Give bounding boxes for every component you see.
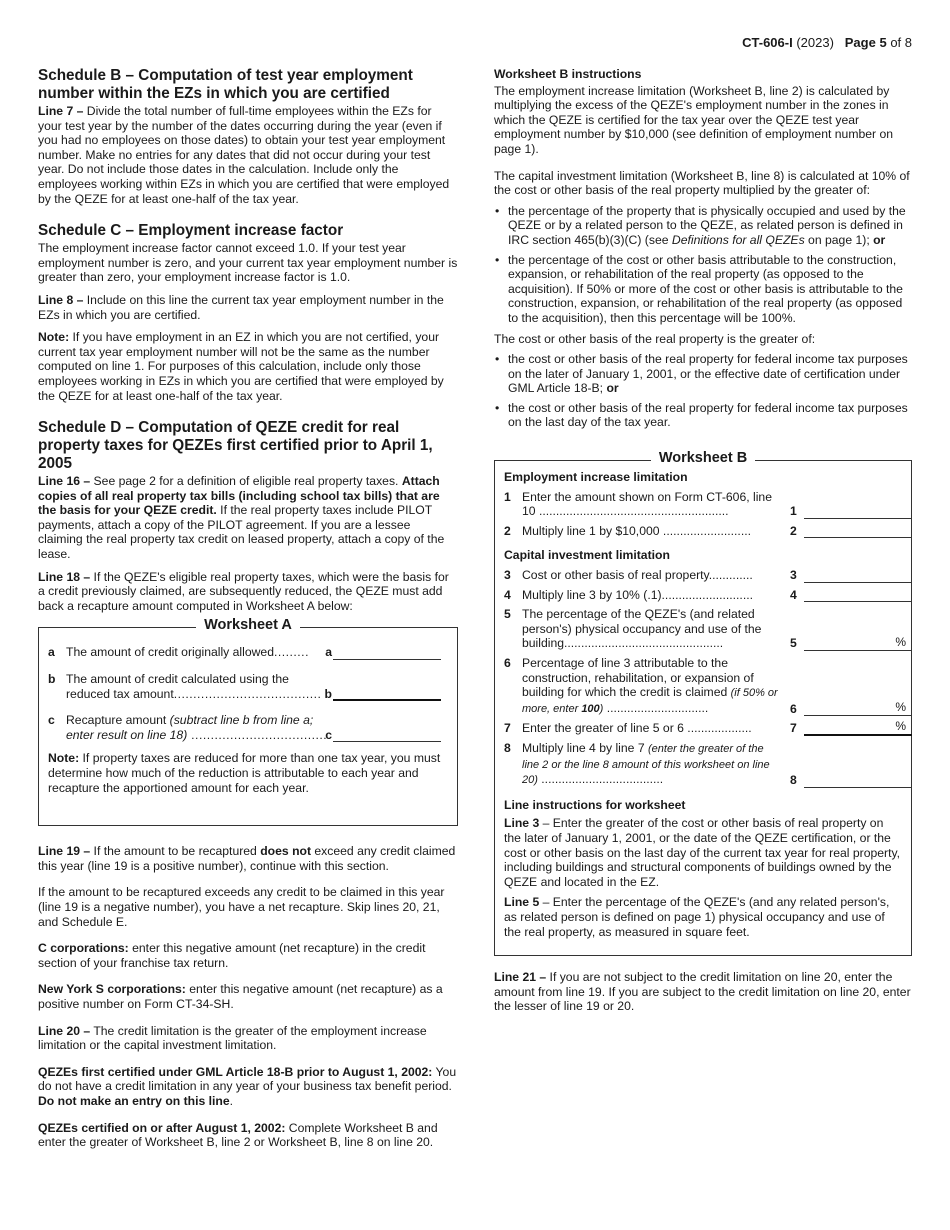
worksheet-b-title: Worksheet B xyxy=(651,450,755,466)
qeze-after-2002-paragraph: QEZEs certified on or after August 1, 2002: Complete Worksheet B and enter the greater of Worksheet B, line 2 or Worksheet B, line 8 on line 20. xyxy=(38,1120,438,1150)
line-3-instruction: Line 3 – Enter the greater of the cost or other basis of real property on the later of January 1, 2001, or the date of the QEZE certification, or the cost or other basis on the last day of the current tax year for real property, including buildings and structural components of buildings owned by the QEZE and located in the EZ. xyxy=(504,816,901,889)
percent-sign: % xyxy=(895,635,906,649)
worksheet-a-field-a[interactable] xyxy=(333,646,441,660)
line-21-paragraph: Line 21 – If you are not subject to the credit limitation on line 20, enter the amount from line 19. If you are subject to the credit limitation on line 20, enter the lesser of line 19 or 20. xyxy=(494,970,911,1014)
worksheet-a-row-a: a The amount of credit originally allowed......... a xyxy=(48,645,449,660)
worksheet-b-line-8: 8 Multiply line 4 by line 7 (enter the greater of the line 2 or the line 8 amount of this worksheet on line 20) .................................... 8 xyxy=(504,741,901,788)
line-5-instruction: Line 5 – Enter the percentage of the QEZE's (and any related person's, as related person is defined on page 1) physical occupancy and use of the real property, as measured in square feet. xyxy=(504,895,890,939)
list-item: • the percentage of the cost or other basis attributable to the construction, expansion, or rehabilitation of the real property (as opposed to the acquisition). If 50% or more of the cost or other basis is attributable to the construction, expansion, or rehabilitation of the real property (as opposed to the acquisition), then this percentage will be 100%. xyxy=(494,253,912,326)
worksheet-b-field-5[interactable] xyxy=(804,637,912,651)
page-header xyxy=(742,36,912,51)
worksheet-b-line-7: 7 Enter the greater of line 5 or 6 ................... 7 % xyxy=(504,721,901,736)
greater-of-list xyxy=(494,204,912,326)
line-20-paragraph: Line 20 – The credit limitation is the greater of the employment increase limitation or the capital investment limitation. xyxy=(38,1023,427,1053)
worksheet-b-line-6: 6 Percentage of line 3 attributable to the construction, rehabilitation, or expansion of building for which the credit is claimed (if 50% or more, enter 100) .............................. 6 % xyxy=(504,656,901,716)
worksheet-a-row-b: b The amount of credit calculated using the reduced tax amount...................................... b xyxy=(48,672,449,701)
line-18-paragraph: Line 18 – If the QEZE's eligible real property taxes, which were the basis for a credit previously claimed, are subsequently reduced, the QEZE must add back a recapture amount computed in Worksheet A below: xyxy=(38,569,449,613)
worksheet-b-notes-title: Line instructions for worksheet xyxy=(504,797,686,812)
line-8-paragraph: Line 8 – Include on this line the current tax year employment number in the EZs in which you are certified. xyxy=(38,292,444,322)
schedule-c-note: Note: If you have employment in an EZ in which you are not certified, your current tax year employment number will not be the same as the number computed on line 1. For purposes of this calculation, include only those employees working in EZs in which you are certified that were employed by the QEZE for at least one-half of the tax year. xyxy=(38,330,444,403)
worksheet-b-line-1: 1 Enter the amount shown on Form CT-606, line 10 ........................................................ 1 xyxy=(504,490,901,519)
worksheet-a xyxy=(38,617,458,826)
worksheet-a-field-c[interactable] xyxy=(333,728,441,742)
worksheet-b-field-3[interactable] xyxy=(804,569,912,583)
schedule-c-title: Schedule C – Employment increase factor xyxy=(38,222,344,240)
list-item: • the cost or other basis of the real property for federal income tax purposes on the later of January 1, 2001, or the effective date of certification under GML Article 18-B; or xyxy=(494,352,912,396)
employment-limitation-paragraph: The employment increase limitation (Worksheet B, line 2) is calculated by multiplying the excess of the QEZE's employment number in the zones in which the QEZE is certified for the tax year over the QEZE test year employment number by $10,000 (see definition of employment number on page 1). xyxy=(494,83,894,156)
worksheet-a-title: Worksheet A xyxy=(196,617,300,633)
right-column xyxy=(494,67,912,1022)
worksheet-b-field-2[interactable] xyxy=(804,524,912,538)
schedule-d-title: Schedule D – Computation of QEZE credit for real property taxes for QEZEs first certified prior to April 1, 2005 xyxy=(38,419,433,473)
form-year: (2023) xyxy=(796,35,834,50)
worksheet-b-instructions-title: Worksheet B instructions xyxy=(494,67,642,81)
qeze-prior-2002-paragraph: QEZEs first certified under GML Article 18-B prior to August 1, 2002: You do not have a credit limitation in any year of your business tax benefit period. Do not make an entry on this line. xyxy=(38,1064,457,1108)
left-column xyxy=(38,67,458,1158)
page-number: Page 5 xyxy=(844,35,887,50)
worksheet-b-field-4[interactable] xyxy=(804,588,912,602)
worksheet-b-notes xyxy=(504,798,901,939)
worksheet-b-field-6[interactable] xyxy=(804,702,912,716)
employment-increase-subtitle: Employment increase limitation xyxy=(504,470,688,485)
c-corporations-paragraph: C corporations: enter this negative amount (net recapture) in the credit section of your franchise tax return. xyxy=(38,941,426,970)
capital-investment-subtitle: Capital investment limitation xyxy=(504,548,670,563)
capital-limitation-paragraph: The capital investment limitation (Worksheet B, line 8) is calculated at 10% of the cost or other basis of the real property multiplied by the greater of: xyxy=(494,168,910,198)
worksheet-b-line-4: 4 Multiply line 3 by 10% (.1)........................... 4 xyxy=(504,588,901,603)
percent-sign: % xyxy=(895,718,906,733)
line-7-paragraph: Line 7 – Divide the total number of full-time employees within the EZs for your test year by the number of the dates occurring during the year (even if you had no employees on those dates) to obtain your test year employment number. Make no entries for any dates that did not occur during your test year. Do not include those dates in the calculation. Include only the employees working within EZs in which you are certified that were employed by the QEZE for at least one-half of the tax year. xyxy=(38,104,450,206)
worksheet-b-field-7[interactable] xyxy=(804,718,912,736)
cost-basis-paragraph: The cost or other basis of the real property is the greater of: xyxy=(494,331,816,346)
worksheet-b xyxy=(494,450,912,956)
worksheet-b-line-5: 5 The percentage of the QEZE's (and related person's) physical occupancy and use of the building............................................... 5 % xyxy=(504,607,901,651)
list-item: • the cost or other basis of the real property for federal income tax purposes on the last day of the tax year. xyxy=(494,401,912,430)
worksheet-a-field-b[interactable] xyxy=(333,687,441,701)
worksheet-b-line-3: 3 Cost or other basis of real property............. 3 xyxy=(504,568,901,583)
net-recapture-paragraph: If the amount to be recaptured exceeds any credit to be claimed in this year (line 19 is a negative number), you have a net recapture. Skip lines 20, 21, and Schedule E. xyxy=(38,885,445,929)
page-total: of 8 xyxy=(890,35,912,50)
worksheet-a-note: Note: If property taxes are reduced for more than one tax year, you must determine how much of the reduction is attributable to each year and recapture the apportioned amount for each year. xyxy=(48,751,441,795)
list-item: • the percentage of the property that is physically occupied and used by the QEZE or by a related person to the QEZE, as related person is defined in IRC section 465(b)(3)(C) (see Definitions for all QEZEs on page 1); or xyxy=(494,204,912,248)
worksheet-a-row-c: c Recapture amount (subtract line b from line a; enter result on line 18) ................................... c xyxy=(48,713,449,742)
schedule-c-intro: The employment increase factor cannot exceed 1.0. If your test year employment number is zero, and your current tax year employment number is greater than zero, your employment increase factor is 1.0. xyxy=(38,241,458,285)
schedule-b-title: Schedule B – Computation of test year employment number within the EZs in which you are certified xyxy=(38,67,413,102)
form-number: CT-606-I xyxy=(742,35,793,50)
line-19-paragraph: Line 19 – If the amount to be recaptured does not exceed any credit claimed this year (line 19 is a positive number), continue with this section. xyxy=(38,844,456,873)
cost-basis-list xyxy=(494,352,912,430)
worksheet-b-line-2: 2 Multiply line 1 by $10,000 .......................... 2 xyxy=(504,524,901,539)
percent-sign: % xyxy=(895,700,906,715)
worksheet-b-field-1[interactable] xyxy=(804,505,912,519)
ny-s-corporations-paragraph: New York S corporations: enter this negative amount (net recapture) as a positive number on Form CT-34-SH. xyxy=(38,982,443,1011)
line-16-paragraph: Line 16 – See page 2 for a definition of eligible real property taxes. Attach copies of all real property tax bills (including school tax bills) that are the basis for your QEZE credit. If the real property taxes include PILOT payments, attach a copy of the PILOT agreement. If you are a lessee claiming the real property tax credit on leased property, attach a copy of the lease. xyxy=(38,474,445,562)
worksheet-b-field-8[interactable] xyxy=(804,774,912,788)
